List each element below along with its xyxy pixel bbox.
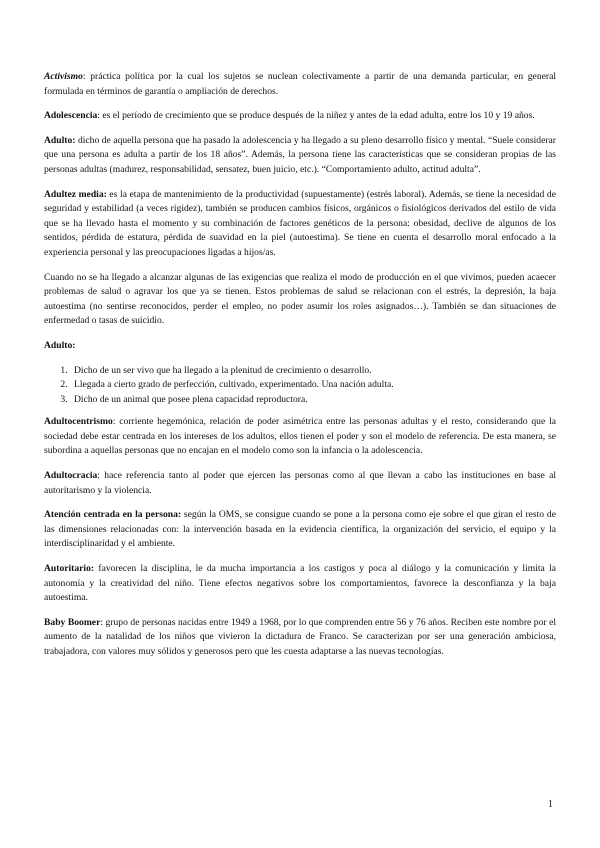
definition-adultocracia: : hace referencia tanto al poder que ejercen las personas como al que llevan a cabo las instituciones en base al autoritarismo y la violencia.: [44, 470, 556, 496]
term-autoritario: Autoritario:: [44, 563, 95, 575]
term-adolescencia: Adolescencia: [44, 110, 98, 122]
adulto-heading: [44, 339, 556, 354]
definition-adultez-media: es la etapa de mantenimiento de la productividad (supuestamente) (estrés laboral). Además, se tiene la necesidad de seguridad y estabilidad (a veces rigidez), también se producen cambios físicos, orgánicos o fisiológicos derivados del estilo de vida que se ha llevado hasta el momento y su combinación de factores genéticos de la persona: obesidad, declive de algunos de los sentidos, pérdida de estatura, pérdida de suavidad en la piel (autoestima). Se tiene en cuenta el desarrollo moral enfocado a la experiencia personal y las preocupaciones ligadas a hijos/as.: [44, 188, 556, 258]
list-item: 2. Llegada a cierto grado de perfección, cultivado, experimentado. Una nación adulta.: [70, 378, 556, 393]
definition-activismo: : práctica política por la cual los sujetos se nuclean colectivamente a partir de una demanda particular, en general formulada en términos de garantía o ampliación de derechos.: [44, 71, 556, 97]
term-adultocentrismo: Adultocentrismo: [44, 416, 113, 428]
term-activismo: Activismo: [44, 71, 83, 82]
list-item: 3. Dicho de un animal que posee plena capacidad reproductora.: [70, 393, 556, 408]
entry-adulto: [44, 134, 556, 178]
entry-baby-boomer: [44, 616, 556, 660]
definition-adulto: dicho de aquella persona que ha pasado la adolescencia y ha llegado a su pleno desarrollo físico y mental. “Suele considerar que una persona es adulta a partir de los 18 años”. Además, la persona tiene las características que se consideran propias de las personas adultas (madurez, responsabilidad, sensatez, buen juicio, etc.). “Comportamiento adulto, actitud adulta”.: [44, 134, 556, 175]
entry-adolescencia: [44, 109, 556, 124]
entry-activismo: [44, 70, 556, 99]
definition-atencion-centrada: según la OMS, se consigue cuando se pone a la persona como eje sobre el que giran el resto de las dimensiones relacionadas con: la intervención basada en la evidencia científica, la organización del servicio, el equipo y la interdisciplinaridad y el ambiente.: [44, 509, 556, 550]
term-adulto: Adulto:: [44, 134, 76, 146]
page-number: 1: [548, 799, 553, 810]
entry-adultocentrismo: [44, 415, 556, 459]
entry-atencion-centrada: [44, 508, 556, 552]
term-adulto-list: Adulto:: [44, 339, 76, 351]
entry-adultocracia: [44, 469, 556, 498]
term-atencion-centrada: Atención centrada en la persona:: [44, 509, 182, 521]
definition-adultocentrismo: : corriente hegemónica, relación de poder asimétrica entre las personas adultas y el resto, considerando que la sociedad debe estar centrada en los intereses de los adultos, ellos tienen el poder y son el modelo de referencia. De esta manera, se subordina a aquellas personas que no encajan en el modelo como son la infancia o la adolescencia.: [44, 416, 556, 457]
term-adultez-media: Adultez media:: [44, 188, 107, 200]
definition-baby-boomer: : grupo de personas nacidas entre 1949 a 1968, por lo que comprenden entre 56 y 76 años. Reciben este nombre por el aumento de la natalidad de los niños que vivieron la dictadura de Franco. Se caracterizan por ser una generación ambiciosa, trabajadora, con valores muy sólidos y generosos pero que les cuesta adaptarse a las nuevas tecnologías.: [44, 616, 557, 657]
glossary-content: [44, 70, 556, 670]
entry-autoritario: [44, 562, 556, 606]
term-baby-boomer: Baby Boomer: [44, 616, 101, 628]
adulto-definitions-list: [44, 364, 556, 408]
entry-adultez-media: [44, 188, 556, 261]
paragraph-produccion: Cuando no se ha llegado a alcanzar algunas de las exigencias que realiza el modo de producción en el que vivimos, pueden acaecer problemas de salud o agravar los que ya se tienen. Estos problemas de salud se relacionan con el estrés, la depresión, la baja autoestima (no sentirse reconocidos, perder el empleo, no poder asumir los roles asignados…). También se dan situaciones de enfermedad o tasas de suicidio.: [44, 271, 556, 327]
term-adultocracia: Adultocracia: [44, 470, 98, 482]
definition-autoritario: favorecen la disciplina, le da mucha importancia a los castigos y poca al diálogo y la comunicación y limita la autonomía y la creatividad del niño. Tiene efectos negativos sobre los comportamientos, favorece la desconfianza y la baja autoestima.: [44, 563, 556, 604]
list-item: 1. Dicho de un ser vivo que ha llegado a la plenitud de crecimiento o desarrollo.: [70, 364, 556, 379]
definition-adolescencia: : es el período de crecimiento que se produce después de la niñez y antes de la edad adulta, entre los 10 y 19 años.: [97, 110, 535, 122]
